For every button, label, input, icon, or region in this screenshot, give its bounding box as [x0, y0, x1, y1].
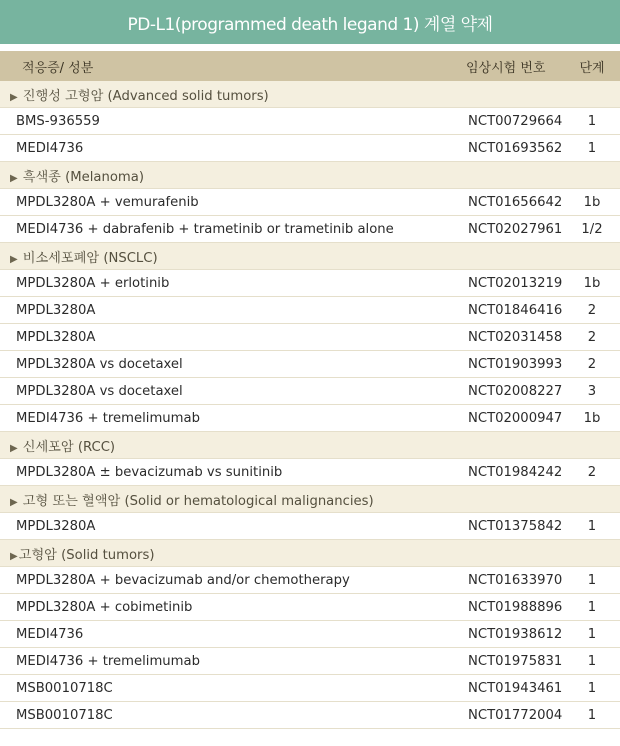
- table-row: [0, 351, 620, 378]
- trial-number: NCT01693562: [468, 140, 563, 156]
- phase-value: 2: [587, 356, 597, 372]
- table-row: [0, 513, 620, 540]
- section-row: [0, 486, 620, 513]
- trial-number: NCT02008227: [468, 383, 563, 399]
- trial-number: NCT01903993: [468, 356, 563, 372]
- section-row: [0, 540, 620, 567]
- table-title-text: PD-L1(programmed death legand 1) 계열 약제: [127, 14, 493, 35]
- table-body: [0, 81, 620, 729]
- table-title: [0, 0, 620, 44]
- triangle-marker-icon: ▶: [10, 550, 18, 562]
- phase-value: 1: [587, 140, 597, 156]
- table-row: [0, 675, 620, 702]
- trial-number: NCT01938612: [468, 626, 563, 642]
- phase-value: 1: [587, 680, 597, 696]
- phase-value: 2: [587, 329, 597, 345]
- phase-value: 1b: [583, 410, 601, 426]
- table-row: [0, 270, 620, 297]
- trial-number: NCT00729664: [468, 113, 563, 129]
- section-label-text: 신세포암 (RCC): [22, 439, 116, 455]
- phase-value: 1b: [583, 194, 601, 210]
- trial-number: NCT01846416: [468, 302, 563, 318]
- table-row: [0, 594, 620, 621]
- drug-name: MPDL3280A: [16, 302, 96, 318]
- phase-value: 1: [587, 653, 597, 669]
- section-row: [0, 162, 620, 189]
- section-label-text: 고형암 (Solid tumors): [18, 547, 155, 563]
- drug-name: MPDL3280A: [16, 518, 96, 534]
- drug-name: MEDI4736: [16, 140, 84, 156]
- drug-name: MPDL3280A + vemurafenib: [16, 194, 199, 210]
- table-row: [0, 459, 620, 486]
- phase-value: 1/2: [581, 221, 603, 237]
- table-row: [0, 648, 620, 675]
- phase-value: 1b: [583, 275, 601, 291]
- section-label: [0, 490, 464, 509]
- drug-name: MPDL3280A: [16, 329, 96, 345]
- triangle-marker-icon: ▶: [10, 172, 18, 184]
- table-row: [0, 189, 620, 216]
- drug-name: MPDL3280A + cobimetinib: [16, 599, 193, 615]
- trial-number: NCT01375842: [468, 518, 563, 534]
- table-row: [0, 378, 620, 405]
- table-row: [0, 702, 620, 729]
- drug-name: BMS-936559: [16, 113, 100, 129]
- trial-number: NCT02027961: [468, 221, 563, 237]
- table-row: [0, 567, 620, 594]
- drug-name: MEDI4736: [16, 626, 84, 642]
- trial-number: NCT01656642: [468, 194, 563, 210]
- table-row: [0, 216, 620, 243]
- section-label: [0, 247, 464, 266]
- table-row: [0, 297, 620, 324]
- trial-number: NCT01988896: [468, 599, 563, 615]
- phase-value: 1: [587, 572, 597, 588]
- drug-name: MPDL3280A + erlotinib: [16, 275, 170, 291]
- drug-name: MEDI4736 + tremelimumab: [16, 410, 200, 426]
- section-label: [0, 85, 464, 104]
- trial-number: NCT02013219: [468, 275, 563, 291]
- section-label: [0, 166, 464, 185]
- header-trial: 임상시험 번호: [466, 60, 546, 76]
- section-label-text: 진행성 고형암 (Advanced solid tumors): [22, 88, 269, 104]
- phase-value: 1: [587, 626, 597, 642]
- section-label: [0, 436, 464, 455]
- table-row: [0, 621, 620, 648]
- trial-number: NCT02000947: [468, 410, 563, 426]
- phase-value: 2: [587, 464, 597, 480]
- section-label-text: 고형 또는 혈액암 (Solid or hematological malignancies): [22, 493, 374, 509]
- title-spacer: [0, 44, 620, 51]
- triangle-marker-icon: ▶: [10, 253, 18, 265]
- table-row: [0, 108, 620, 135]
- section-label: [0, 544, 464, 563]
- drug-name: MPDL3280A vs docetaxel: [16, 356, 183, 372]
- trial-number: NCT01943461: [468, 680, 563, 696]
- drug-name: MEDI4736 + dabrafenib + trametinib or trametinib alone: [16, 221, 394, 237]
- table-header: [0, 51, 620, 81]
- drug-name: MPDL3280A vs docetaxel: [16, 383, 183, 399]
- section-label-text: 흑색종 (Melanoma): [22, 169, 144, 185]
- phase-value: 1: [587, 518, 597, 534]
- phase-value: 2: [587, 302, 597, 318]
- triangle-marker-icon: ▶: [10, 442, 18, 454]
- drug-name: MSB0010718C: [16, 707, 113, 723]
- triangle-marker-icon: ▶: [10, 496, 18, 508]
- trial-number: NCT01772004: [468, 707, 563, 723]
- drug-name: MPDL3280A ± bevacizumab vs sunitinib: [16, 464, 283, 480]
- phase-value: 1: [587, 707, 597, 723]
- drug-name: MSB0010718C: [16, 680, 113, 696]
- trial-number: NCT01633970: [468, 572, 563, 588]
- table-row: [0, 324, 620, 351]
- phase-value: 1: [587, 113, 597, 129]
- section-row: [0, 243, 620, 270]
- triangle-marker-icon: ▶: [10, 91, 18, 103]
- table-row: [0, 405, 620, 432]
- drug-name: MEDI4736 + tremelimumab: [16, 653, 200, 669]
- trial-number: NCT02031458: [468, 329, 563, 345]
- phase-value: 1: [587, 599, 597, 615]
- header-name: 적응증/ 성분: [22, 60, 94, 76]
- drug-name: MPDL3280A + bevacizumab and/or chemotherapy: [16, 572, 350, 588]
- trial-number: NCT01975831: [468, 653, 563, 669]
- trial-number: NCT01984242: [468, 464, 563, 480]
- section-label-text: 비소세포폐암 (NSCLC): [22, 250, 158, 266]
- section-row: [0, 81, 620, 108]
- section-row: [0, 432, 620, 459]
- table-row: [0, 135, 620, 162]
- phase-value: 3: [587, 383, 597, 399]
- header-phase: 단계: [579, 60, 605, 76]
